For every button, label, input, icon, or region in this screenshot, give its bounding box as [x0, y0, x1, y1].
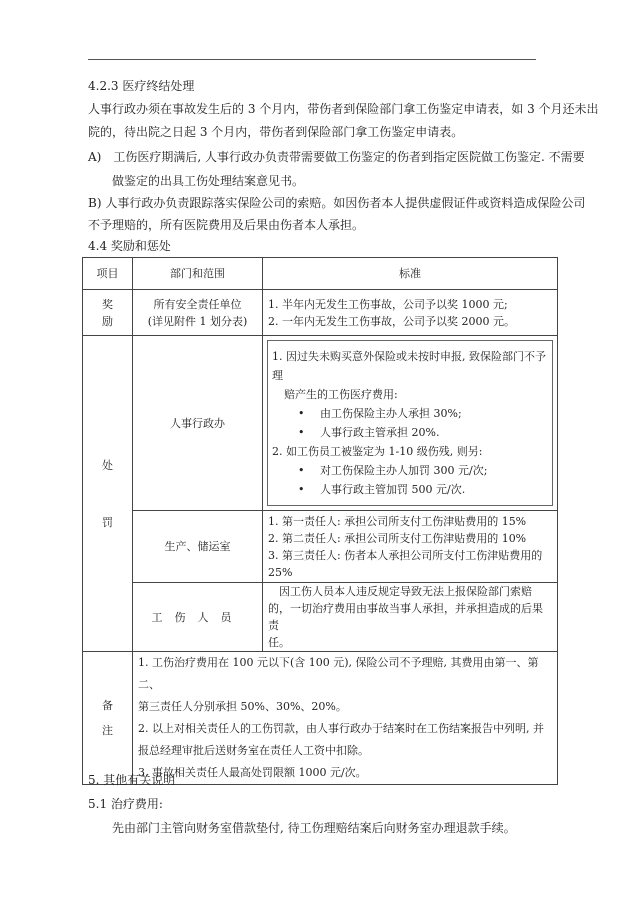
reward-dept: 所有安全责任单位 (详见附件 1 划分表)	[133, 290, 263, 336]
punish-staff-row	[83, 583, 558, 652]
punish-hr-row	[83, 336, 558, 511]
item-b-line: 不予理赔的，所有医院费用及后果由伤者本人承担。	[88, 218, 365, 232]
remark-content: 1. 工伤治疗费用在 100 元以下(含 100 元), 保险公司不予理赔, 其费用由第一、第二、 第三责任人分别承担 50%、30%、20%。 2. 以上对相关责任人的工伤罚款，由人事行政办于结案时在工伤结案报告中列明, 并 报总经理审批后送财务室在责任人工资中扣除。 3. 事故相关责任人最高处罚限额 1000 元/次。	[133, 652, 558, 785]
punish-label: 处 罚	[83, 336, 133, 652]
item-a-line: 做鉴定的出具工伤处理结案意见书。	[112, 174, 305, 188]
section-title-5-1: 5.1 治疗费用:	[88, 797, 163, 811]
paragraph-line: 先由部门主管向财务室借款垫付, 待工伤理赔结案后向财务室办理退款手续。	[112, 821, 516, 835]
punish-hr-dept: 人事行政办	[133, 336, 263, 511]
section-title-4-2-3: 4.2.3 医疗终结处理	[88, 79, 195, 93]
remark-label: 备 注	[83, 652, 133, 785]
paragraph-line: 人事行政办须在事故发生后的 3 个月内，带伤者到保险部门拿工伤鉴定申请表，如 3 个月还未出	[88, 102, 599, 116]
reward-label: 奖 励	[83, 290, 133, 336]
remark-row	[83, 652, 558, 785]
punish-hr-standard: 1. 因过失未购买意外保险或未按时申报, 致保险部门不予理 赔产生的工伤医疗费用: • 由工伤保险主办人承担 30%; • 人事行政主管承担 20%. 2. 如工伤员工被鉴定为 1-10 级伤残, 则另: • 对工伤保险主办人加罚 300 元/次; • 人事行政主管加罚 500 元/次.	[263, 336, 558, 511]
punish-staff-standard: 因工伤人员本人违反规定导致无法上报保险部门索赔 的，一切治疗费用由事故当事人承担，并承担造成的后果责 任。	[263, 583, 558, 652]
punish-staff-dept: 工伤人员	[133, 583, 263, 652]
punish-prod-row	[83, 511, 558, 583]
header-dept: 部门和范围	[133, 258, 263, 290]
punish-prod-standard: 1. 第一责任人: 承担公司所支付工伤津贴费用的 15% 2. 第二责任人: 承担公司所支付工伤津贴费用的 10% 3. 第三责任人: 伤者本人承担公司所支付工伤津贴费用的 25%	[263, 511, 558, 583]
reward-penalty-table	[82, 257, 558, 785]
item-a-line: A) 工伤医疗期满后, 人事行政办负责带需要做工伤鉴定的伤者到指定医院做工伤鉴定. 不需要	[88, 150, 585, 164]
header-rule	[88, 59, 536, 60]
section-title-5: 5. 其他有关说明	[88, 773, 176, 787]
table-header-row	[83, 258, 558, 290]
item-b-line: B) 人事行政办负责跟踪落实保险公司的索赔。如因伤者本人提供虚假证件或资料造成保险公司	[88, 196, 586, 210]
section-title-4-4: 4.4 奖励和惩处	[88, 239, 171, 253]
punish-prod-dept: 生产、储运室	[133, 511, 263, 583]
reward-row	[83, 290, 558, 336]
paragraph-line: 院的，待出院之日起 3 个月内，带伤者到保险部门拿工伤鉴定申请表。	[88, 125, 464, 139]
reward-standard: 1. 半年内无发生工伤事故，公司予以奖 1000 元; 2. 一年内无发生工伤事故，公司予以奖 2000 元。	[263, 290, 558, 336]
header-item: 项目	[83, 258, 133, 290]
header-standard: 标准	[263, 258, 558, 290]
